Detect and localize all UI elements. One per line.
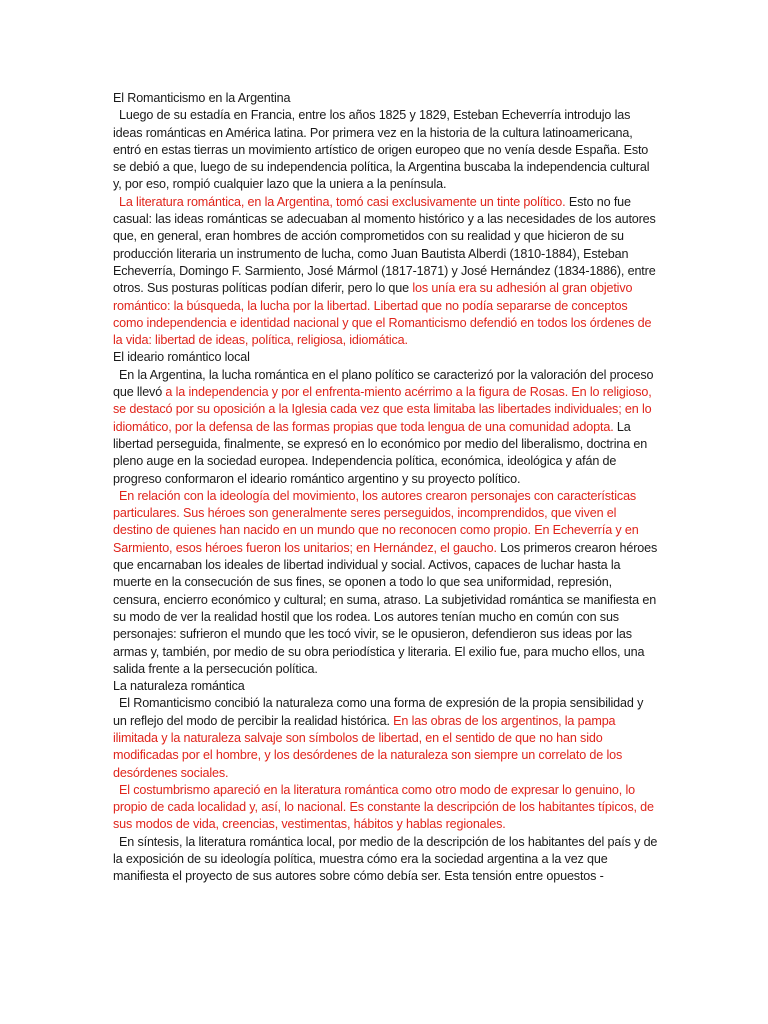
- highlight-text: los unía era su adhesión al gran objetivo romántico: la búsqueda, la lucha por la libertad. Libertad que no podía separarse de conceptos como independencia e identidad nacional y que el Romanticismo defendió en todos los órdenes de la vida: libertad de ideas, política, religiosa, idiomática.: [113, 281, 652, 348]
- document-title: El Romanticismo en la Argentina: [113, 91, 291, 105]
- body-text: En la Argentina, la lucha romántica en el plano político se caracterizó por la valoración del proceso que llevó: [113, 367, 654, 400]
- highlight-text: En las obras de los argentinos, la pampa ilimitada y la naturaleza salvaje son símbolos de libertad, en el sentido de que no han sido modificadas por el hombre, y los desórdenes de la naturaleza son siempre un correlato de los desórdenes sociales.: [113, 713, 623, 780]
- body-text: Los primeros crearon héroes que encarnaban los ideales de libertad individual y social. Activos, capaces de luchar hasta la muerte en la consecución de sus fines, se oponen a todo lo que sea uniformidad, represión, censura, encierro económico y cultural; en suma, atraso. La subjetividad romántica se manifiesta en su modo de ver la realidad hostil que los rodea. Los autores tenían mucho en común con sus personajes: sufrieron el mundo que les tocó vivir, se le opusieron, defendieron sus ideas por las armas y, también, por medio de su obra periodística y literaria. El exilio fue, para mucho ellos, una salida frente a la persecución política.: [113, 540, 658, 676]
- section-heading-naturaleza: La naturaleza romántica: [113, 679, 245, 694]
- body-text: El Romanticismo concibió la naturaleza como una forma de expresión de la propia sensibilidad y un reflejo del modo de percibir la realidad histórica.: [113, 696, 644, 728]
- highlight-text: El costumbrismo apareció en la literatura romántica como otro modo de expresar lo genuino, lo propio de cada localidad y, así, lo nacional. Es constante la descripción de los habitantes típicos, de sus modos de vida, creencias, vestimentas, hábitos y hablas regionales.: [113, 782, 654, 832]
- highlight-text: En relación con la ideología del movimiento, los autores crearon personajes con características particulares. Sus héroes son generalmente seres perseguidos, incomprendidos, que viven el destino de quienes han nacido en un mundo que no reconocen como propio. En Echeverría y en Sarmiento, esos héroes fueron los unitarios; en Hernández, el gaucho.: [113, 488, 639, 555]
- body-text: En síntesis, la literatura romántica local, por medio de la descripción de los habitantes del país y de la exposición de su ideología política, muestra cómo era la sociedad argentina a la vez que manifiesta el proyecto de sus autores sobre cómo debía ser. Esta tensión entre opuestos -: [113, 834, 658, 884]
- section-heading-ideario: El ideario romántico local: [113, 350, 250, 365]
- paragraph-3: [113, 367, 658, 488]
- document-body: [113, 90, 658, 886]
- body-text: Esto no fue casual: las ideas románticas se adecuaban al momento histórico y a las necesidades de los autores que, en general, eran hombres de acción comprometidos con su realidad y que hicieron de su producción literaria un instrumento de lucha, como Juan Bautista Alberdi (1810-1884), Esteban Echeverría, Domingo F. Sarmiento, José Mármol (1817-1871) y José Hernández (1834-1886), entre otros. Sus posturas políticas podían diferir, pero lo que: [113, 194, 656, 296]
- paragraph-7: [113, 834, 658, 886]
- paragraph-2: [113, 194, 658, 350]
- paragraph-4: [113, 488, 658, 678]
- paragraph-5: [113, 695, 658, 781]
- paragraph-6: [113, 782, 658, 834]
- paragraph-1-text: Luego de su estadía en Francia, entre los años 1825 y 1829, Esteban Echeverría introdujo las ideas románticas en América latina. Por primera vez en la historia de la cultura latinoamericana, entró en estas tierras un movimiento artístico de origen europeo que no venía desde España. Esto se debió a que, luego de su independencia política, la Argentina buscaba la independencia cultural y, por eso, rompió cualquier lazo que la uniera a la península.: [113, 108, 650, 192]
- highlight-text: La literatura romántica, en la Argentina, tomó casi exclusivamente un tinte político.: [119, 194, 566, 209]
- paragraph-1: [113, 107, 658, 193]
- highlight-text: a la independencia y por el enfrenta-miento acérrimo a la figura de Rosas. En lo religioso, se destacó por su oposición a la Iglesia cada vez que esta limitaba las libertades individuales; en lo idiomático, por la defensa de las formas propias que toda lengua de una comunidad adopta.: [113, 385, 652, 434]
- body-text: La libertad perseguida, finalmente, se expresó en lo económico por medio del liberalismo, doctrina en pleno auge en la sociedad europea. Independencia política, económica, ideológica y afán de progreso conformaron el ideario romántico argentino y su proyecto político.: [113, 419, 648, 486]
